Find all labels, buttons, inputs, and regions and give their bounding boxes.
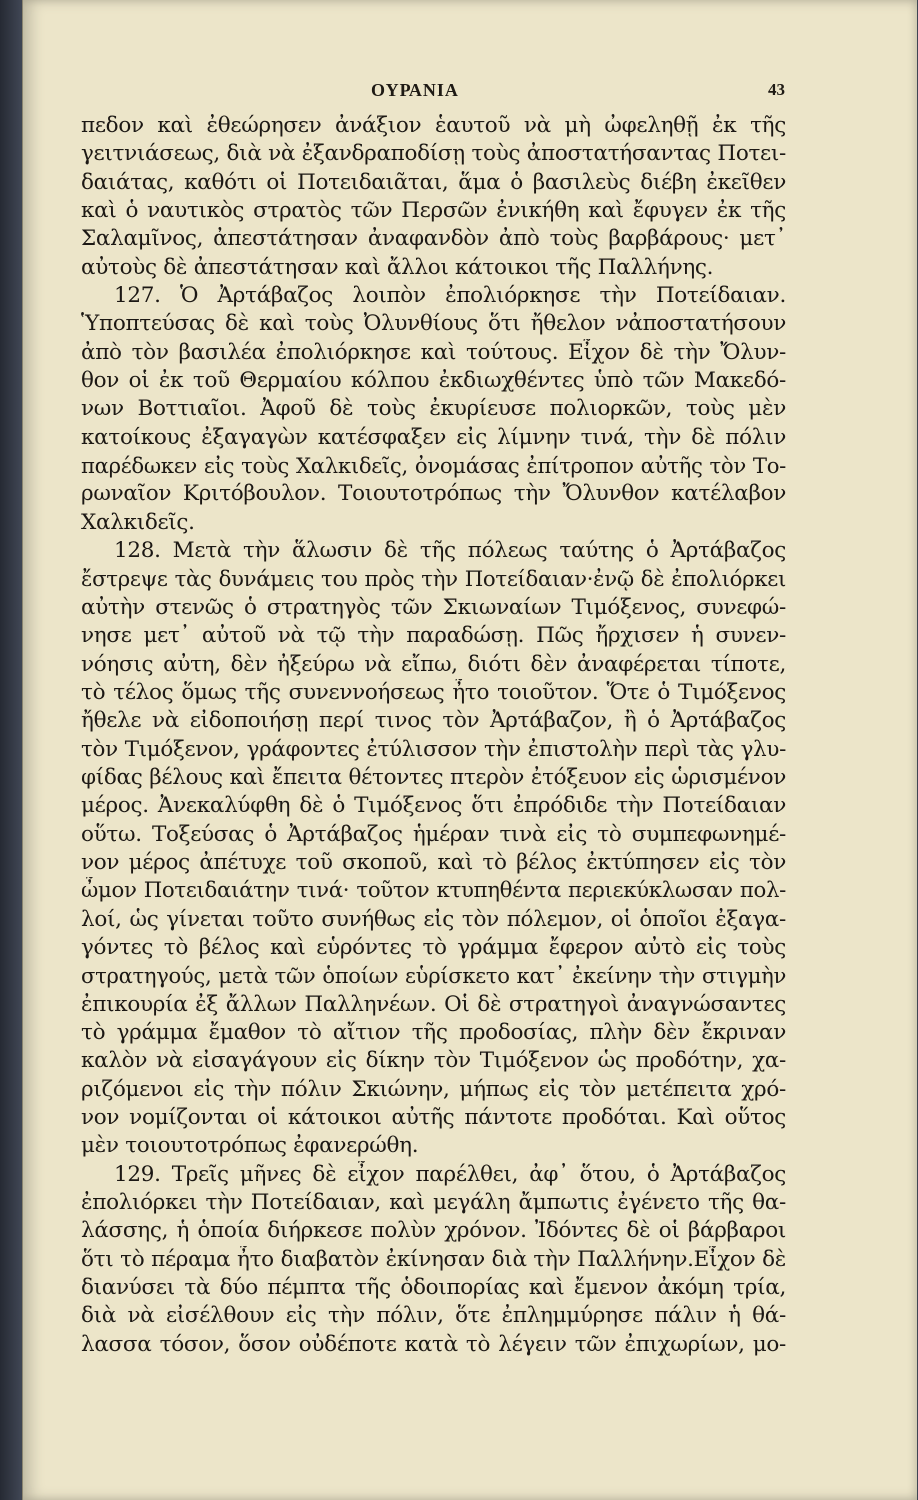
text-line: ὅτι τὸ πέραμα ἦτο διαβατὸν ἐκίνησαν διὰ τὴν Παλλήνην.Εἶχον δὲ bbox=[81, 1246, 786, 1272]
text-line: τὸ γράμμα ἔμαθον τὸ αἴτιον τῆς προδοσίας, πλὴν δὲν ἔκριναν bbox=[81, 1020, 786, 1045]
body-text bbox=[81, 112, 786, 1359]
text-line: παρέδωκεν εἰς τοὺς Χαλκιδεῖς, ὀνομάσας ἐπίτροπον αὐτῆς τὸν Το- bbox=[81, 453, 786, 479]
text-line: ἀπὸ τὸν βασιλέα ἐπολιόρκησε καὶ τούτους. Εἶχον δὲ τὴν Ὄλυν- bbox=[81, 339, 786, 365]
text-line: νον νομίζονται οἱ κάτοικοι αὐτῆς πάντοτε προδόται. Καὶ οὕτος bbox=[81, 1105, 786, 1131]
page-number: 43 bbox=[768, 80, 785, 99]
text-line: κατοίκους ἐξαγαγὼν κατέσφαξεν εἰς λίμνην τινά, τὴν δὲ πόλιν bbox=[81, 424, 786, 450]
paragraph-start-127: 127. Ὁ Ἀρτάβαζος λοιπὸν ἐπολιόρκησε τὴν Ποτείδαιαν. bbox=[114, 283, 786, 309]
paragraph-start-129: 129. Τρεῖς μῆνες δὲ εἶχον παρέλθει, ἀφ᾽ ὅτου, ὁ Ἀρτάβαζος bbox=[114, 1161, 786, 1187]
text-line: νων Βοττιαῖοι. Ἀφοῦ δὲ τοὺς ἐκυρίευσε πολιορκῶν, τοὺς μὲν bbox=[81, 396, 786, 422]
text-line: ριζόμενοι εἰς τὴν πόλιν Σκιώνην, μήπως εἰς τὸν μετέπειτα χρό- bbox=[81, 1076, 786, 1102]
text-line: καὶ ὁ ναυτικὸς στρατὸς τῶν Περσῶν ἐνικήθη καὶ ἔφυγεν ἐκ τῆς bbox=[81, 198, 786, 224]
text-line: καλὸν νὰ εἰσαγάγουν εἰς δίκην τὸν Τιμόξενον ὡς προδότην, χα- bbox=[81, 1048, 786, 1074]
text-line: λοί, ὡς γίνεται τοῦτο συνήθως εἰς τὸν πόλεμον, οἱ ὁποῖοι ἐξαγα- bbox=[81, 906, 786, 932]
text-line: Ὑποπτεύσας δὲ καὶ τοὺς Ὀλυνθίους ὅτι ἤθελον νἀποστατήσουν bbox=[81, 311, 786, 337]
text-line: μὲν τοιουτοτρόπως ἐφανερώθη. bbox=[81, 1133, 419, 1159]
text-line: ἐπικουρία ἐξ ἄλλων Παλληνέων. Οἱ δὲ στρατηγοὶ ἀναγνώσαντες bbox=[81, 991, 786, 1017]
text-line: μέρος. Ἀνεκαλύφθη δὲ ὁ Τιμόξενος ὅτι ἐπρόδιδε τὴν Ποτείδαιαν bbox=[81, 793, 786, 819]
text-line: λάσσης, ἡ ὁποία διήρκεσε πολὺν χρόνον. Ἰδόντες δὲ οἱ βάρβαροι bbox=[81, 1218, 786, 1244]
text-line: αὐτοὺς δὲ ἀπεστάτησαν καὶ ἄλλοι κάτοικοι τῆς Παλλήνης. bbox=[81, 254, 714, 280]
text-line: φίδας βέλους καὶ ἔπειτα θέτοντες πτερὸν ἐτόξευον εἰς ὡρισμένον bbox=[81, 764, 786, 790]
text-line: γόντες τὸ βέλος καὶ εὑρόντες τὸ γράμμα ἔφερον αὐτὸ εἰς τοὺς bbox=[81, 934, 786, 960]
text-line: οὕτω. Τοξεύσας ὁ Ἀρτάβαζος ἡμέραν τινὰ εἰς τὸ συμπεφωνημέ- bbox=[81, 821, 786, 847]
text-line: ὦμον Ποτειδαιάτην τινά· τοῦτον κτυπηθέντα περιεκύκλωσαν πολ- bbox=[81, 878, 786, 904]
text-line: αὐτὴν στενῶς ὁ στρατηγὸς τῶν Σκιωναίων Τιμόξενος, συνεφώ- bbox=[81, 594, 786, 620]
text-line: ἔστρεψε τὰς δυνάμεις του πρὸς τὴν Ποτείδαιαν·ἐνῷ δὲ ἐπολιόρκει bbox=[81, 566, 786, 592]
text-line: τὸ τέλος ὅμως τῆς συνεννοήσεως ἦτο τοιοῦτον. Ὅτε ὁ Τιμόξενος bbox=[81, 679, 786, 705]
running-title: ΟΥΡΑΝΙΑ bbox=[371, 80, 459, 100]
text-line: Σαλαμῖνος, ἀπεστάτησαν ἀναφανδὸν ἀπὸ τοὺς βαρβάρους· μετ᾽ bbox=[81, 226, 786, 252]
text-line: ἤθελε νὰ εἰδοποιήσῃ περί τινος τὸν Ἀρτάβαζον, ἢ ὁ Ἀρτάβαζος bbox=[81, 708, 786, 734]
text-line: ἐπολιόρκει τὴν Ποτείδαιαν, καὶ μεγάλη ἄμπωτις ἐγένετο τῆς θα- bbox=[81, 1190, 786, 1216]
text-line: γειτνιάσεως, διὰ νὰ ἐξανδραποδίσῃ τοὺς ἀποστατήσαντας Ποτει- bbox=[81, 141, 786, 167]
text-line: νόησις αὐτη, δὲν ἠξεύρω νὰ εἴπω, διότι δὲν ἀναφέρεται τίποτε, bbox=[81, 651, 786, 677]
text-line: νον μέρος ἀπέτυχε τοῦ σκοποῦ, καὶ τὸ βέλος ἐκτύπησεν εἰς τὸν bbox=[81, 849, 786, 875]
text-line: ρωναῖον Κριτόβουλον. Τοιουτοτρόπως τὴν Ὄλυνθον κατέλαβον bbox=[81, 481, 786, 507]
text-line: λασσα τόσον, ὅσον οὐδέποτε κατὰ τὸ λέγειν τῶν ἐπιχωρίων, μο- bbox=[81, 1331, 786, 1357]
book-page bbox=[22, 0, 917, 1500]
text-line: τὸν Τιμόξενον, γράφοντες ἐτύλισσον τὴν ἐπιστολὴν περὶ τὰς γλυ- bbox=[81, 736, 786, 762]
paragraph-start-128: 128. Μετὰ τὴν ἅλωσιν δὲ τῆς πόλεως ταύτης ὁ Ἀρτάβαζος bbox=[114, 538, 786, 564]
text-line: διὰ νὰ εἰσέλθουν εἰς τὴν πόλιν, ὅτε ἐπλημμύρησε πάλιν ἡ θά- bbox=[81, 1303, 786, 1329]
text-line: στρατηγούς, μετὰ τῶν ὁποίων εὑρίσκετο κατ᾽ ἐκείνην τὴν στιγμὴν bbox=[81, 963, 786, 989]
text-line: διανύσει τὰ δύο πέμπτα τῆς ὁδοιπορίας καὶ ἔμενον ἀκόμη τρία, bbox=[81, 1275, 786, 1301]
text-line: δαιάτας, καθότι οἱ Ποτειδαιᾶται, ἅμα ὁ βασιλεὺς διέβη ἐκεῖθεν bbox=[81, 169, 786, 195]
text-line: Χαλκιδεῖς. bbox=[81, 509, 195, 535]
text-line: πεδον καὶ ἐθεώρησεν ἀνάξιον ἑαυτοῦ νὰ μὴ ὠφεληθῇ ἐκ τῆς bbox=[81, 113, 786, 138]
text-line: θον οἱ ἐκ τοῦ Θερμαίου κόλπου ἐκδιωχθέντες ὑπὸ τῶν Μακεδό- bbox=[81, 368, 786, 394]
text-line: νησε μετ᾽ αὐτοῦ νὰ τῷ τὴν παραδώσῃ. Πῶς ἤρχισεν ἡ συνεν- bbox=[81, 623, 786, 649]
page-header bbox=[45, 80, 785, 106]
book-gutter-shadow bbox=[0, 0, 20, 1500]
